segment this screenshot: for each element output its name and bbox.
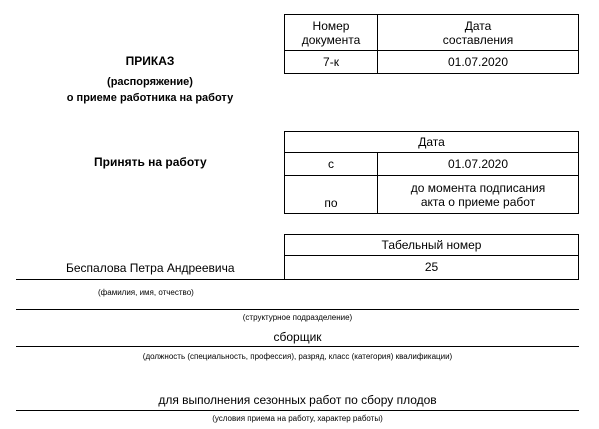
doc-date-header: Дата составления [442,18,514,47]
position-value: сборщик [273,330,322,344]
order-title: ПРИКАЗ [125,54,175,68]
conditions-line [16,410,579,411]
employee-name-caption: (фамилия, имя, отчество) [98,288,194,297]
hire-date-header: Дата [418,135,445,149]
conditions-value: для выполнения сезонных работ по сбору плодов [158,393,437,407]
order-subject: о приеме работника на работу [66,92,234,104]
tab-number-header: Табельный номер [381,238,482,252]
doc-date-value: 01.07.2020 [447,55,509,69]
department-caption: (структурное подразделение) [242,313,353,322]
tab-number-value: 25 [424,260,439,274]
conditions-caption: (условия приема на работу, характер работы) [212,414,383,423]
from-date: 01.07.2020 [447,157,509,171]
from-label: с [328,157,334,171]
to-value: до момента подписания акта о приеме работ [410,180,546,209]
to-label: по [324,196,338,210]
employee-name: Беспалова Петра Андреевича [66,261,235,275]
doc-number-value: 7-к [323,55,339,69]
hire-label: Принять на работу [94,155,207,169]
order-subtitle: (распоряжение) [107,76,193,88]
position-caption: (должность (специальность, профессия), разряд, класс (категория) квалификации) [142,352,453,361]
department-line [16,309,579,310]
doc-number-header: Номер документа [301,18,361,47]
position-line [16,346,579,347]
employee-name-line [16,279,579,280]
